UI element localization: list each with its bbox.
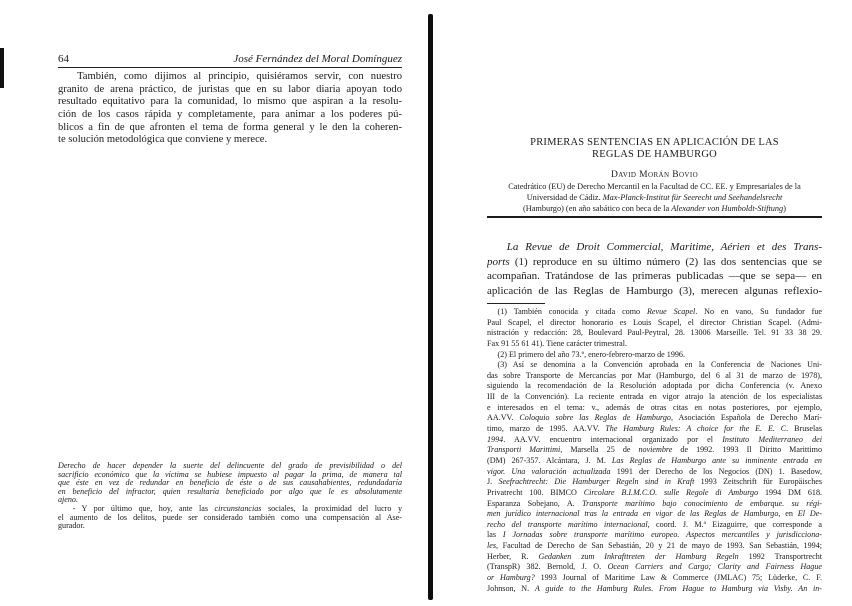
- text-line: [487, 318, 822, 329]
- text-line: [487, 445, 822, 456]
- text-line: [58, 109, 402, 122]
- text-run: te solución metodológica que conviene y merece.: [58, 134, 268, 146]
- text-line: [58, 71, 402, 84]
- text-run: (1) También conocida y citada como: [497, 307, 647, 316]
- text-run: Privatrecht 100. BIMCO: [487, 487, 584, 497]
- text-run: Paul Scapel, el director honorario es Louis Scapel, el director Christian Scapel. (Admi-: [487, 317, 822, 327]
- text-run: (DM) 267-357. Alcántara, J. M.: [487, 455, 612, 465]
- text-line: [487, 255, 822, 270]
- text-line: [487, 562, 822, 573]
- text-run: nistración y redacción: 28, Boulevard Paul-Peytral, 28. 13006 Marseille. Tel. 91 33 38 29.: [487, 328, 822, 338]
- italic-text: sacrificio económico que la víctima se hubiese impuesto al pagar la prima, de manera tal: [58, 470, 402, 479]
- text-run: , en: [778, 509, 798, 519]
- text-line: [58, 134, 402, 147]
- italic-text: Derecho de hacer depender la suerte del delincuente del grado de previsibilidad o del: [58, 462, 402, 470]
- text-run: III de la Convención). La reciente entrada en vigor atrajo la atención de los especialistas: [487, 392, 822, 402]
- text-run: 1992 Transportrecht: [738, 551, 822, 561]
- text-run: granito de arena práctico, de juristas que en su labor diaria apoyan todo: [58, 83, 402, 95]
- text-line: [58, 84, 402, 97]
- text-run: , Facultad de Derecho de San Sebastián, 20 y 21 de mayo de 1993. San Sebastián, 1994;: [496, 541, 822, 551]
- text-line: [487, 552, 822, 563]
- text-run: blicos a fin de que afronten el tema de forma general y le den la coheren-: [58, 121, 402, 133]
- italic-text: Ocean Carriers and Cargo; Clarity and Fairness Hague: [607, 562, 822, 572]
- text-run: J.: [487, 477, 499, 487]
- italic-text: vigor. Una valoración actualizada: [487, 466, 611, 476]
- text-run: Herber, R.: [487, 551, 539, 561]
- text-run: e interesados en el tema: v., además de otras citas en notas posteriores, por ejemplo,: [487, 402, 822, 412]
- italic-text: Coloquio sobre las Reglas de Hamburgo: [519, 413, 671, 423]
- text-line: [487, 182, 822, 193]
- text-run: También, como dijimos al principio, quisiéramos servir, con nuestro: [77, 71, 402, 82]
- text-run: las: [487, 530, 503, 540]
- italic-text: I Jornadas sobre transporte marítimo europeo. Aspectos mercantiles y jurisdicciona-: [502, 530, 822, 540]
- text-line: [58, 496, 402, 505]
- text-line: [487, 360, 822, 371]
- text-run: 1993 Zeitschrift für Europäisches: [694, 477, 822, 487]
- author-affiliation: [487, 182, 822, 214]
- text-run: - Y por último que, hoy, ante las: [72, 504, 215, 513]
- italic-text: que éste en vez de redundar en beneficio de éste o de sus causahabientes, redundadaría: [58, 479, 402, 488]
- text-line: [487, 193, 822, 204]
- text-line: [487, 339, 822, 350]
- title-line: REGLAS DE HAMBURGO: [592, 149, 717, 160]
- book-gutter-shadow: [428, 14, 433, 600]
- text-line: [487, 413, 822, 424]
- text-run: 1993 Journal of Maritime Law & Commerce (JMLAC) 75; Lüderke, C. F.: [534, 573, 822, 583]
- text-run: (2) El primero del año 73.º, enero-febrero-marzo de 1996.: [497, 349, 685, 359]
- text-run: Johnson, N.: [487, 583, 535, 593]
- right-body-text: [487, 240, 822, 298]
- text-line: [487, 328, 822, 339]
- text-line: [58, 96, 402, 109]
- text-run: . AA.VV. encuentro internacional organizado por el: [503, 434, 723, 444]
- text-line: [487, 269, 822, 284]
- text-line: [487, 435, 822, 446]
- text-line: [487, 477, 822, 488]
- italic-text: Transporte marítimo bajo conocimiento de embarque. su régi-: [582, 498, 822, 508]
- italic-text: Seefrachtrecht: Die Hamburger Regeln sind in Kraft: [498, 477, 695, 487]
- text-line: [487, 392, 822, 403]
- text-run: siguiendo la recomendación de la Resolución adoptada por dicha Conferencia (v. Anexo: [487, 381, 822, 391]
- header-rule: [58, 67, 402, 68]
- italic-text: recho del transporte marítimo internacional: [487, 519, 648, 529]
- italic-text: Instituto Mediterraneo dei: [722, 434, 822, 444]
- italic-text: A guide to the Hamburg Rules. From Hague to Hamburg via Visby. An in-: [534, 583, 822, 593]
- text-line: [487, 424, 822, 435]
- right-footnotes: [487, 307, 822, 594]
- italic-text: en beneficio del infractor, quien resultaría beneficiado por algo que le es absolutamente: [58, 487, 402, 496]
- footnote-rule: [487, 303, 545, 304]
- text-run: gurador.: [58, 522, 85, 531]
- text-line: [487, 456, 822, 467]
- text-line: [487, 541, 822, 552]
- text-run: Esparanza Sobejano, A.: [487, 498, 583, 508]
- text-run: (3) Así se denomina a la Convención aprobada en la Conferencia de Naciones Uni-: [497, 360, 822, 370]
- text-run: de 1992. 1993 Il Diritto Marittimo: [672, 445, 822, 455]
- text-line: [58, 122, 402, 135]
- italic-text: La Revue de Droit Commercial, Maritime, Aérien et des Trans-: [506, 241, 822, 253]
- text-line: [487, 371, 822, 382]
- text-run: Universidad de Cádiz.: [526, 192, 603, 202]
- text-run: aplicación de las Reglas de Hamburgo (3), merecen algunas reflexio-: [487, 284, 822, 297]
- scan-edge-shadow: [0, 48, 4, 88]
- text-run: Catedrático (EU) de Derecho Mercantil en la Facultad de CC. EE. y Empresariales de la: [508, 182, 801, 191]
- italic-text: ports: [487, 255, 510, 268]
- italic-text: ajeno.: [58, 496, 79, 505]
- title-line: PRIMERAS SENTENCIAS EN APLICACIÓN DE LAS: [530, 137, 779, 148]
- italic-text: Las Reglas de Hamburgo ante su inminente entrada en: [611, 455, 822, 465]
- italic-text: Circolare B.I.M.C.O. sulle Regole di Amburgo: [583, 487, 759, 497]
- italic-text: The Hamburg Rules: A choice for the E. E. C.: [605, 424, 789, 434]
- text-line: [487, 403, 822, 414]
- text-line: [487, 204, 822, 215]
- text-run: (1) reproduce en su último número (2) las dos sentencias que se: [509, 255, 822, 268]
- text-line: [487, 499, 822, 510]
- text-run: 1994 DM 618.: [758, 487, 822, 497]
- italic-text: El De-: [797, 509, 822, 519]
- running-header: [58, 53, 402, 67]
- italic-text: Gedanken zum Inkrafttreten der Hamburg Regeln: [538, 551, 739, 561]
- italic-text: Transporti Marittimi: [487, 445, 561, 455]
- text-run: (TranspR) 382. Bernold, J. O.: [487, 562, 608, 572]
- text-line: [487, 573, 822, 584]
- text-run: . No en vano, Su fundador fue: [695, 307, 822, 316]
- text-run: Bruselas: [788, 424, 822, 434]
- text-run: ): [783, 203, 786, 213]
- italic-text: or Hamburg?: [487, 573, 535, 583]
- text-line: [487, 307, 822, 318]
- text-run: 1991 der Derecho de los Negocios (DN) 1. Basedow,: [610, 466, 822, 476]
- text-line: [487, 520, 822, 531]
- text-line: [487, 488, 822, 499]
- text-line: [58, 462, 402, 471]
- text-run: ción de los casos rápida y completamente, para animar a los poderes pú-: [58, 109, 402, 121]
- italic-text: les: [487, 541, 496, 551]
- italic-text: noviembre: [638, 445, 673, 455]
- italic-text: circunstancias: [214, 504, 262, 513]
- italic-text: men jurídico internacional tras la entrada en vigor de las Reglas de Hamburgo: [487, 509, 779, 519]
- text-line: [487, 584, 822, 595]
- text-line: [58, 505, 402, 514]
- text-line: [58, 522, 402, 531]
- title-rule: [487, 216, 822, 218]
- text-run: , Marsella 25 de: [560, 445, 639, 455]
- text-run: (Hamburgo) (en año sabático con beca de la: [523, 203, 672, 213]
- text-run: sociales, la proximidad del lucro y: [261, 504, 402, 513]
- italic-text: Revue Scapel: [646, 307, 696, 316]
- italic-text: Alexander von Humboldt-Stiftung: [671, 203, 784, 213]
- text-run: acompañan. Tratándose de las primeras publicadas —que se sepa— en: [487, 270, 822, 283]
- left-body-text: [58, 71, 402, 147]
- text-line: [58, 514, 402, 523]
- text-run: Fax 91 55 61 41). Tiene carácter trimestral.: [487, 338, 628, 348]
- text-line: [487, 284, 822, 299]
- running-head-author: José Fernández del Moral Domínguez: [233, 53, 402, 65]
- text-run: resultado equitativo para la comunidad, lo mismo que aspiran a la resolu-: [58, 96, 402, 108]
- text-run: AA.VV.: [487, 413, 520, 423]
- text-line: [58, 479, 402, 488]
- text-run: , Asociación Española de Derecho Marí-: [670, 413, 822, 423]
- text-line: [487, 350, 822, 361]
- text-line: [487, 240, 822, 255]
- text-run: , coord. J. M.ª Eizaguirre, que corresponde a: [647, 519, 822, 529]
- text-run: timo, marzo de 1995. AA.VV.: [487, 424, 606, 434]
- article-author: David Morán Bovio: [610, 170, 699, 180]
- italic-text: Max-Planck-Institut für Seerecht und Seehandelsrecht: [602, 192, 783, 202]
- left-footnotes: [58, 462, 402, 531]
- article-title: [487, 137, 822, 161]
- text-line: [487, 530, 822, 541]
- page-number: 64: [58, 53, 69, 65]
- text-line: [58, 488, 402, 497]
- text-line: [487, 381, 822, 392]
- italic-text: 1994: [487, 434, 504, 444]
- text-run: das sobre Transporte de Mercancías por Mar (Hamburgo, del 6 al 31 de marzo de 1978),: [487, 370, 822, 380]
- text-line: [58, 471, 402, 480]
- text-line: [487, 509, 822, 520]
- text-line: [487, 467, 822, 478]
- text-run: el aumento de los delitos, puede ser considerado también como una compensación al Ase-: [58, 513, 402, 522]
